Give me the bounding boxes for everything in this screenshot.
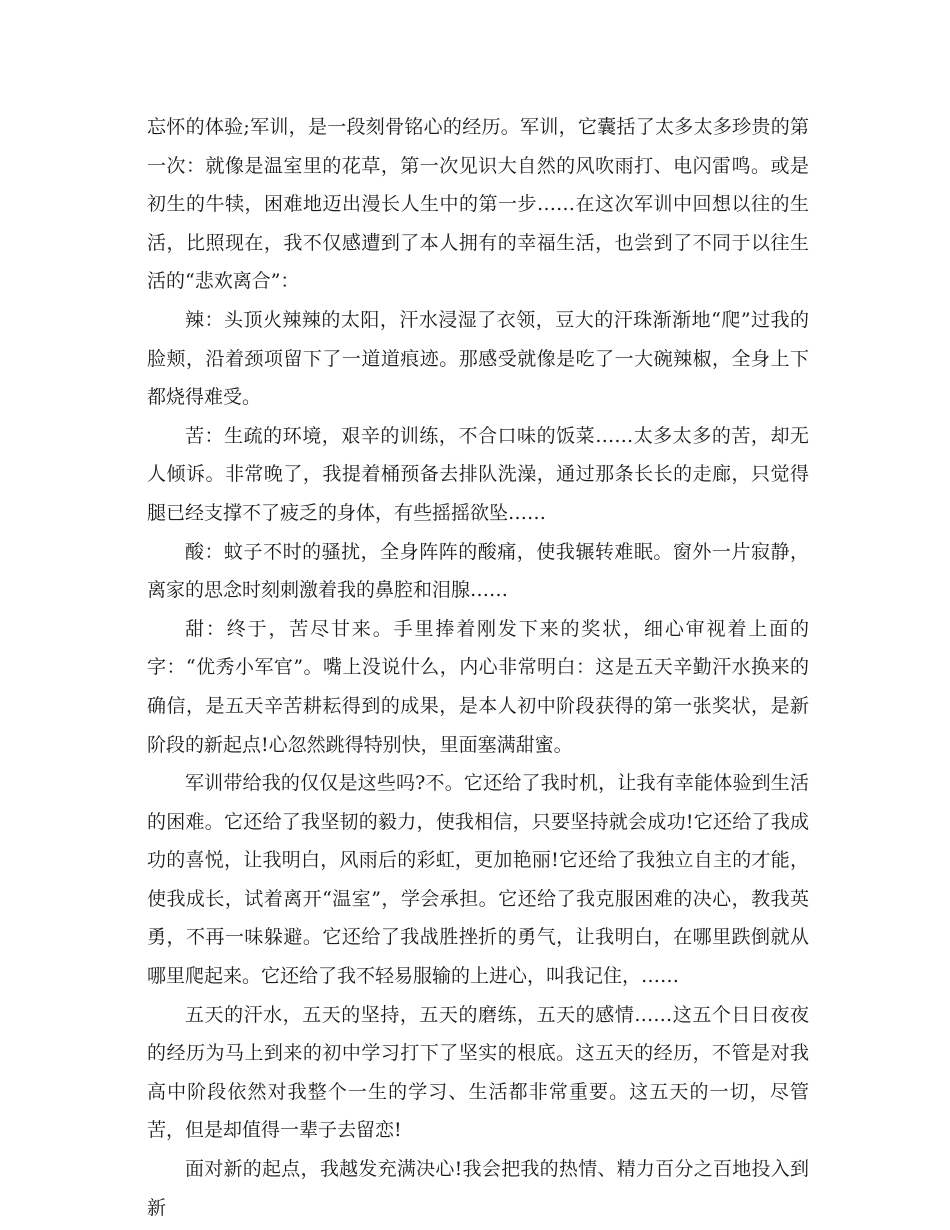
paragraph-new-start: 面对新的起点，我越发充满决心!我会把我的热情、精力百分之百地投入到新	[147, 1158, 809, 1219]
paragraph-intro: 忘怀的体验;军训，是一段刻骨铭心的经历。军训，它囊括了太多太多珍贵的第一次：就像是温室里的花草，第一次见识大自然的风吹雨打、电闪雷鸣。或是初生的牛犊，困难地迈出漫长人生中的第一步……在这次军训中回想以往的生活，比照现在，我不仅感遭到了本人拥有的幸福生活，也尝到了不同于以往生活的“悲欢离合”：	[147, 116, 809, 293]
paragraph-five-days: 五天的汗水，五天的坚持，五天的磨练，五天的感情……这五个日日夜夜的经历为马上到来的初中学习打下了坚实的根底。这五天的经历，不管是对我高中阶段依然对我整个一生的学习、生活都非常重要。这五天的一切，尽管苦，但是却值得一辈子去留恋!	[147, 1003, 809, 1142]
document-body	[147, 108, 809, 1227]
paragraph-sweet: 甜：终于，苦尽甘来。手里捧着刚发下来的奖状，细心审视着上面的字：“优秀小军官”。嘴上没说什么，内心非常明白：这是五天辛勤汗水换来的确信，是五天辛苦耕耘得到的成果，是本人初中阶段获得的第一张奖状，是新阶段的新起点!心忽然跳得特别快，里面塞满甜蜜。	[147, 617, 809, 756]
paragraph-gains: 军训带给我的仅仅是这些吗?不。它还给了我时机，让我有幸能体验到生活的困难。它还给了我坚韧的毅力，使我相信，只要坚持就会成功!它还给了我成功的喜悦，让我明白，风雨后的彩虹，更加艳丽!它还给了我独立自主的才能，使我成长，试着离开“温室”，学会承担。它还给了我克服困难的决心，教我英勇，不再一味躲避。它还给了我战胜挫折的勇气，让我明白，在哪里跌倒就从哪里爬起来。它还给了我不轻易服输的上进心，叫我记住，……	[147, 772, 809, 988]
paragraph-sour: 酸：蚊子不时的骚扰，全身阵阵的酸痛，使我辗转难眠。窗外一片寂静，离家的思念时刻刺激着我的鼻腔和泪腺……	[147, 540, 809, 602]
paragraph-bitter: 苦：生疏的环境，艰辛的训练，不合口味的饭菜……太多太多的苦，却无人倾诉。非常晚了，我提着桶预备去排队洗澡，通过那条长长的走廊，只觉得腿已经支撑不了疲乏的身体，有些摇摇欲坠……	[147, 424, 809, 524]
paragraph-spicy: 辣：头顶火辣辣的太阳，汗水浸湿了衣领，豆大的汗珠渐渐地“爬”过我的脸颊，沿着颈项留下了一道道痕迹。那感受就像是吃了一大碗辣椒，全身上下都烧得难受。	[147, 308, 809, 409]
